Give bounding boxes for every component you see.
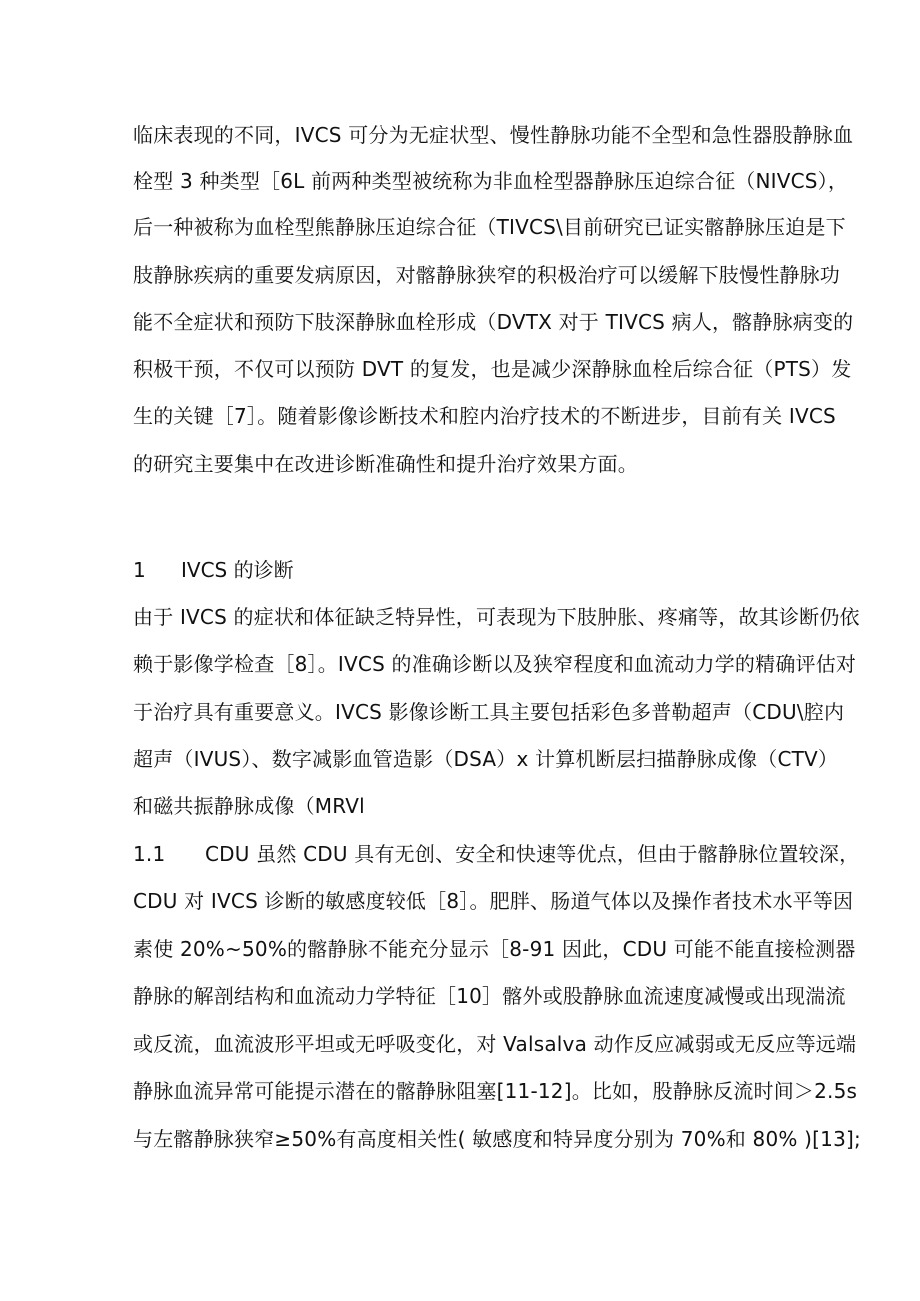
subsection-line: CDU 对 IVCS 诊断的敏感度较低［8］。肥胖、肠道气体以及操作者技术水平等因 — [133, 889, 854, 913]
section-number: 1 — [133, 558, 146, 582]
intro-line: 积极干预，不仅可以预防 DVT 的复发，也是减少深静脉血栓后综合征（PTS）发 — [133, 357, 852, 381]
subsection-line: 或反流，血流波形平坦或无呼吸变化，对 Valsalva 动作反应减弱或无反应等远端 — [133, 1032, 857, 1056]
section1-line: 赖于影像学检查［8］。IVCS 的准确诊断以及狭窄程度和血流动力学的精确评估对 — [133, 652, 857, 676]
section1-line: 和磁共振静脉成像（MRVl — [133, 794, 365, 818]
section-heading — [133, 557, 294, 583]
section1-line: 由于 IVCS 的症状和体征缺乏特异性，可表现为下肢肿胀、疼痛等，故其诊断仍依 — [133, 605, 860, 629]
section-title: IVCS 的诊断 — [181, 558, 294, 582]
section1-line: 于治疗具有重要意义。IVCS 影像诊断工具主要包括彩色多普勒超声（CDU\腔内 — [133, 700, 845, 724]
subsection-number: 1.1 — [133, 842, 166, 866]
subsection-line: 素使 20%~50%的髂静脉不能充分显示［8-91 因此，CDU 可能不能直接检测器 — [133, 937, 856, 961]
subsection-first-line — [133, 841, 860, 867]
section1-line: 超声（IVUS）、数字减影血管造影（DSA）x 计算机断层扫描静脉成像（CTV） — [133, 747, 839, 771]
subsection-text: CDU 虽然 CDU 具有无创、安全和快速等优点，但由于髂静脉位置较深， — [205, 842, 860, 866]
subsection-line: 与左髂静脉狭窄≥50%有高度相关性( 敏感度和特异度分别为 70%和 80% )[13]; — [133, 1127, 861, 1151]
intro-line: 临床表现的不同，IVCS 可分为无症状型、慢性静脉功能不全型和急性器股静脉血 — [133, 123, 854, 147]
intro-line: 的研究主要集中在改进诊断准确性和提升治疗效果方面。 — [133, 452, 638, 476]
subsection-line: 静脉血流异常可能提示潜在的髂静脉阻塞[11-12]。比如，股静脉反流时间＞2.5s — [133, 1079, 858, 1103]
intro-line: 生的关键［7］。随着影像诊断技术和腔内治疗技术的不断进步，目前有关 IVCS — [133, 404, 836, 428]
intro-line: 肢静脉疾病的重要发病原因，对髂静脉狭窄的积极治疗可以缓解下肢慢性静脉功 — [133, 263, 840, 287]
intro-line: 栓型 3 种类型［6L 前两种类型被统称为非血栓型器静脉压迫综合征（NIVCS）， — [133, 169, 849, 193]
intro-line: 能不全症状和预防下肢深静脉血栓形成（DVTX 对于 TIVCS 病人，髂静脉病变的 — [133, 310, 854, 334]
subsection-line: 静脉的解剖结构和血流动力学特征［10］髂外或股静脉血流速度减慢或出现湍流 — [133, 984, 846, 1008]
intro-line: 后一种被称为血栓型熊静脉压迫综合征（TIVCS\目前研究已证实髂静脉压迫是下 — [133, 215, 846, 239]
